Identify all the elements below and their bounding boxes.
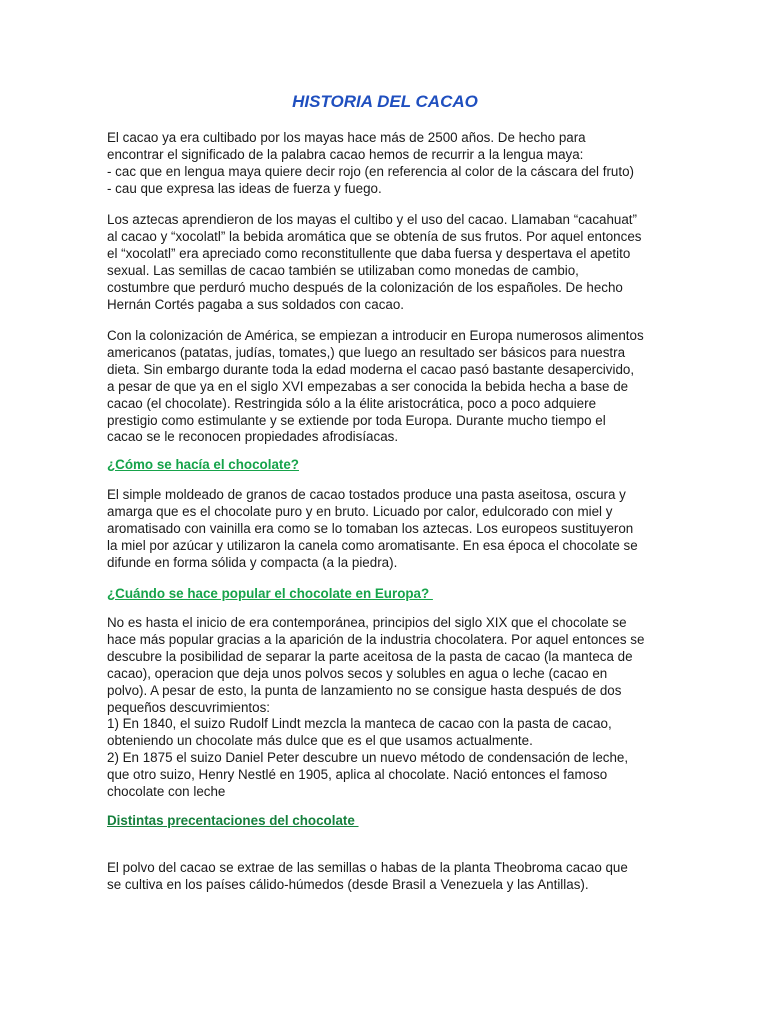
text-line: No es hasta el inicio de era contemporánea, principios del siglo XIX que el chocolate se (107, 615, 627, 630)
text-line: 1) En 1840, el suizo Rudolf Lindt mezcla la manteca de cacao con la pasta de cacao, (107, 716, 612, 732)
text-line: cacao (el chocolate). Restringida sólo a la élite aristocrática, poco a poco adquiere (107, 395, 597, 411)
text-line: El simple moldeado de granos de cacao tostados produce una pasta aseitosa, oscura y (107, 487, 626, 502)
text-line: difunde en forma sólida y compacta (a la piedra). (107, 554, 398, 570)
text-line: amarga que es el chocolate puro y en bruto. Licuado por calor, edulcorado con miel y (107, 503, 613, 519)
text-line: costumbre que perduró mucho después de la colonización de los españoles. De hecho (107, 279, 623, 295)
text-line: la miel por azúcar y utilizaron la canela como aromatisante. En esa época el chocolate se (107, 537, 638, 553)
text-line: encontrar el significado de la palabra cacao hemos de recurrir a la lengua maya: (107, 146, 584, 162)
como-se-hacia-paragraph (107, 487, 667, 572)
intro-paragraph (107, 130, 667, 198)
colonizacion-paragraph (107, 328, 667, 446)
text-line: al cacao y “xocolatl” la bebida aromática que se obtenía de sus frutos. Por aquel entonces (107, 228, 642, 244)
text-line: descubre la posibilidad de separar la parte aceitosa de la pasta de cacao (la manteca de (107, 648, 633, 664)
text-line: - cau que expresa las ideas de fuerza y fuego. (107, 180, 382, 196)
text-line: sexual. Las semillas de cacao también se utilizaban como monedas de cambio, (107, 262, 579, 278)
text-line: pequeños descuvrimientos: (107, 699, 271, 715)
text-line: Hernán Cortés pagaba a sus soldados con cacao. (107, 296, 405, 312)
text-line: - cac que en lengua maya quiere decir rojo (en referencia al color de la cáscara del fruto) (107, 163, 634, 179)
text-line: a pesar de que ya en el siglo XVI empezabas a ser conocida la bebida hecha a base de (107, 378, 629, 394)
text-line: el “xocolatl” era apreciado como reconstitullente que daba fuersa y despertava el apetito (107, 245, 631, 261)
text-line: americanos (patatas, judías, tomates,) que luego an resultado ser básicos para nuestra (107, 344, 626, 360)
text-line: obteniendo un chocolate más dulce que es el que usamos actualmente. (107, 733, 533, 749)
text-line: 2) En 1875 el suizo Daniel Peter descubre un nuevo método de condensación de leche, (107, 750, 629, 766)
text-line: aromatisado con vainilla era como se lo tomaban los aztecas. Los europeos sustituyeron (107, 520, 634, 536)
text-line: dieta. Sin embargo durante toda la edad moderna el cacao pasó bastante desapercivido, (107, 361, 635, 377)
text-line: chocolate con leche (107, 784, 226, 800)
section-heading-como-se-hacia: ¿Cómo se hacía el chocolate? (107, 457, 299, 472)
section-heading-cuando-popular: ¿Cuándo se hace popular el chocolate en Europa? (107, 586, 433, 601)
text-line: polvo). A pesar de esto, la punta de lanzamiento no se consigue hasta después de dos (107, 682, 622, 698)
text-line: El cacao ya era cultibado por los mayas hace más de 2500 años. De hecho para (107, 130, 586, 145)
text-line: prestigio como estimulante y se extiende por toda Europa. Durante mucho tiempo el (107, 412, 606, 428)
cuando-popular-paragraph (107, 615, 667, 801)
text-line: Con la colonización de América, se empiezan a introducir en Europa numerosos alimentos (107, 328, 644, 343)
precentaciones-paragraph (107, 860, 667, 894)
section-heading-precentaciones: Distintas precentaciones del chocolate (107, 813, 359, 828)
page-title: HISTORIA DEL CACAO (292, 92, 478, 111)
text-line: cacao), operacion que deja unos polvos secos y solubles en agua o leche (cacao en (107, 665, 608, 681)
text-line: cacao se le reconocen propiedades afrodisíacas. (107, 429, 399, 445)
text-line: hace más popular gracias a la aparición de la industria chocolatera. Por aquel entonces se (107, 631, 645, 647)
text-line: Los aztecas aprendieron de los mayas el cultibo y el uso del cacao. Llamaban “cacahuat” (107, 212, 637, 227)
text-line: se cultiva en los países cálido-húmedos (desde Brasil a Venezuela y las Antillas). (107, 876, 589, 892)
aztecas-paragraph (107, 212, 667, 313)
text-line: que otro suizo, Henry Nestlé en 1905, aplica al chocolate. Nació entonces el famoso (107, 767, 608, 783)
text-line: El polvo del cacao se extrae de las semillas o habas de la planta Theobroma cacao que (107, 860, 628, 875)
